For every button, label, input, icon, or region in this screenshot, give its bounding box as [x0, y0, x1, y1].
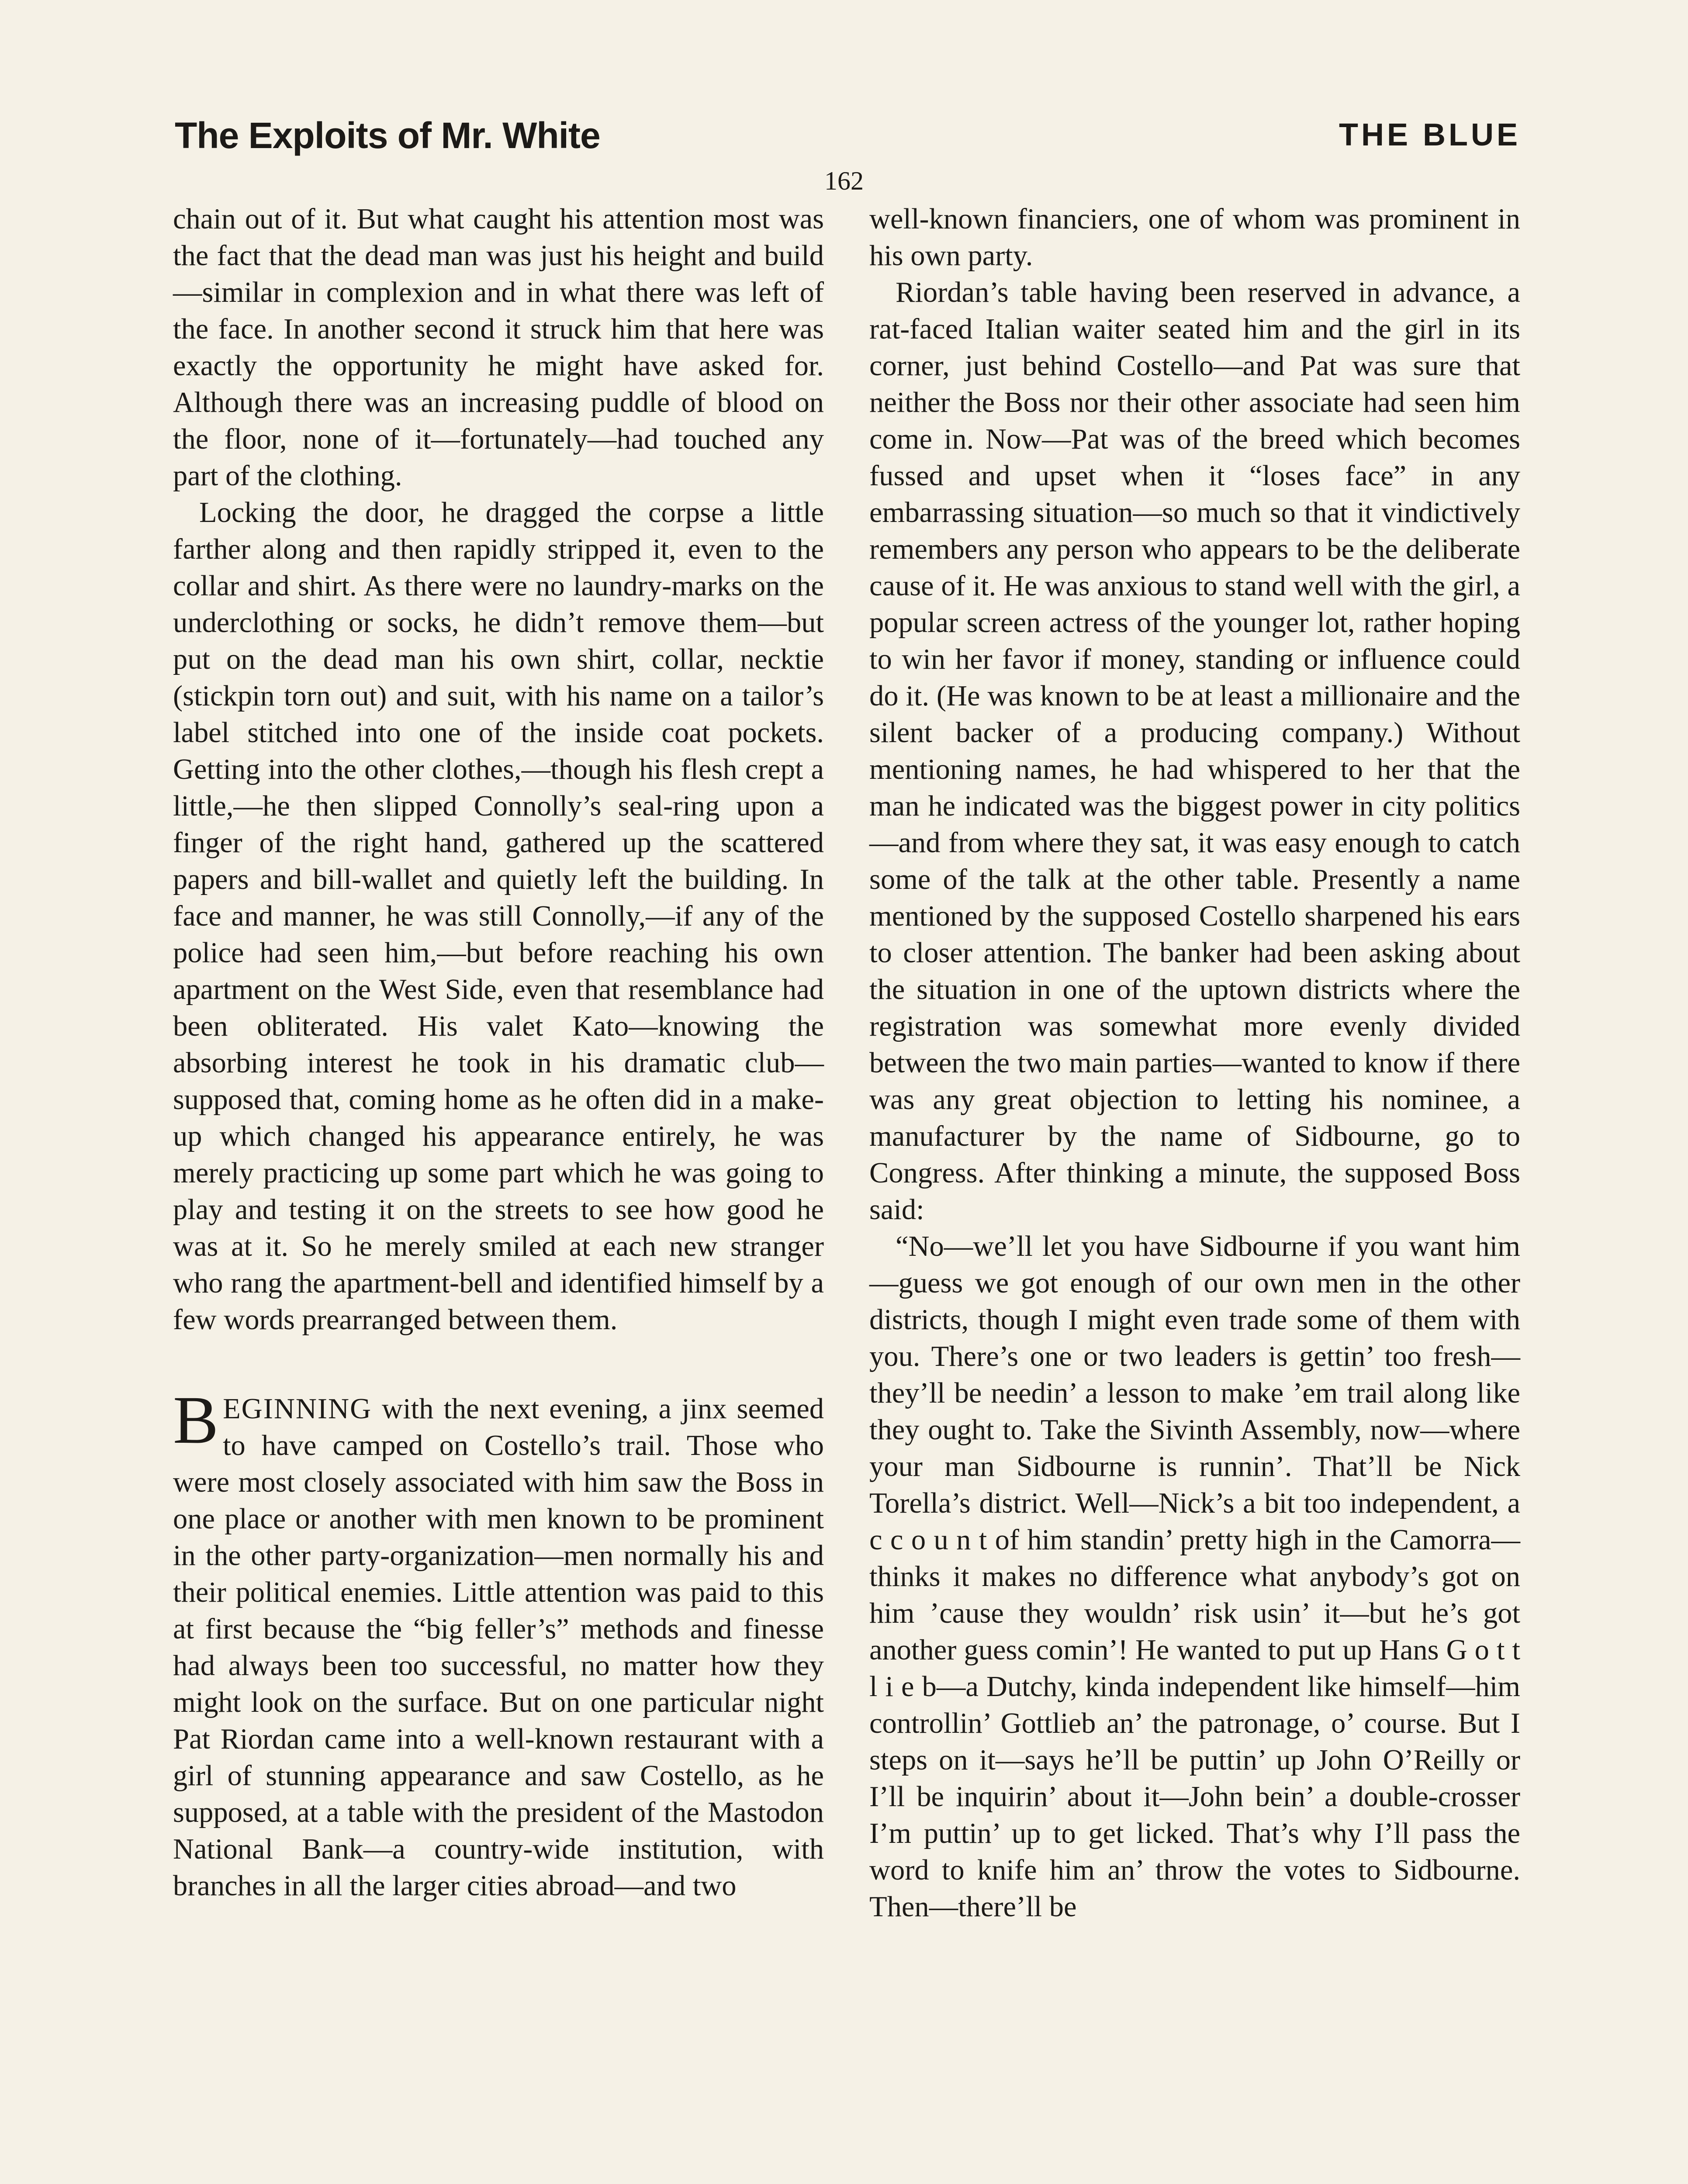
right-column: [869, 201, 1520, 1925]
left-column: [173, 201, 824, 1904]
magazine-name: THE BLUE: [1339, 117, 1521, 152]
page-number: 162: [824, 166, 864, 195]
paragraph: “No—we’ll let you have Sidbourne if you want him—guess we got enough of our own men in the other districts, though I might even trade some of them with you. There’s one or two leaders is gettin’ too fresh—they’ll be needin’ a lesson to make ’em trail along like they ought to. Take the Sivinth Assembly, now—where your man Sidbourne is runnin’. That’ll be Nick Torella’s district. Well—Nick’s a bit too independent, a c c o u n t of him standin’ pretty high in the Camorra—thinks it makes no difference what anybody’s got on him ’cause they wouldn’ risk usin’ it—but he’s got another guess comin’! He wanted to put up Hans G o t t l i e b—a Dutchy, kinda independent like himself—him controllin’ Gottlieb an’ the patronage, o’ course. But I steps on it—says he’ll be puttin’ up John O’Reilly or I’ll be inquirin’ about it—John bein’ a double-crosser I’m puttin’ up to get licked. That’s why I’ll pass the word to knife him an’ throw the votes to Sidbourne. Then—there’ll be: [869, 1230, 1520, 1923]
paragraph-text: with the next evening, a jinx seemed to have camped on Costello’s trail. Those who were most closely associated with him saw the Boss in one place or another with men known to be prominent in the other party-organization—men normally his and their political enemies. Little attention was paid to this at first because the “big feller’s” methods and finesse had always been too successful, no matter how they might look on the surface. But on one particular night Pat Riordan came into a well-known restaurant with a girl of stunning appearance and saw Costello, as he supposed, at a table with the president of the Mastodon National Bank—a country-wide institution, with branches in all the larger cities abroad—and two: [173, 1393, 824, 1902]
paragraph: chain out of it. But what caught his attention most was the fact that the dead man was just his height and build—similar in complexion and in what there was left of the face. In another second it struck him that here was exactly the opportunity he might have asked for. Although there was an increasing puddle of blood on the floor, none of it—fortunately—had touched any part of the clothing.: [173, 203, 824, 492]
paragraph: well-known financiers, one of whom was prominent in his own party.: [869, 203, 1520, 272]
paragraph: Locking the door, he dragged the corpse a little farther along and then rapidly stripped it, even to the collar and shirt. As there were no laundry-marks on the underclothing or socks, he didn’t remove them—but put on the dead man his own shirt, collar, necktie (stickpin torn out) and suit, with his name on a tailor’s label stitched into one of the inside coat pockets. Getting into the other clothes,—though his flesh crept a little,—he then slipped Connolly’s seal-ring upon a finger of the right hand, gathered up the scattered papers and bill-wallet and quietly left the building. In face and manner, he was still Connolly,—if any of the police had seen him,—but before reaching his own apartment on the West Side, even that resemblance had been obliterated. His valet Kato—knowing the absorbing interest he took in his dramatic club—supposed that, coming home as he often did in a make-up which changed his appearance entirely, he was merely practicing up some part which he was going to play and testing it on the streets to see how good he was at it. So he merely smiled at each new stranger who rang the apartment-bell and identified himself by a few words prearranged between them.: [173, 497, 824, 1336]
story-title: The Exploits of Mr. White: [175, 115, 600, 156]
paragraph: Riordan’s table having been reserved in advance, a rat-faced Italian waiter seated him and the girl in its corner, just behind Costello—and Pat was sure that neither the Boss nor their other associate had seen him come in. Now—Pat was of the breed which becomes fussed and upset when it “loses face” in any embarrassing situation—so much so that it vindictively remembers any person who appears to be the deliberate cause of it. He was anxious to stand well with the girl, a popular screen actress of the younger lot, rather hoping to win her favor if money, standing or influence could do it. (He was known to be at least a millionaire and the silent backer of a producing company.) Without mentioning names, he had whispered to her that the man he indicated was the biggest power in city politics—and from where they sat, it was easy enough to catch some of the talk at the other table. Presently a name mentioned by the supposed Costello sharpened his ears to closer attention. The banker had been asking about the situation in one of the uptown districts where the registration was somewhat more evenly divided between the two main parties—wanted to know if there was any great objection to letting his nominee, a manufacturer by the name of Sidbourne, go to Congress. After thinking a minute, the supposed Boss said:: [869, 276, 1520, 1226]
section-lead-word: EGINNING: [223, 1393, 372, 1425]
section-paragraph: [173, 1382, 824, 1904]
drop-cap: B: [173, 1382, 219, 1458]
